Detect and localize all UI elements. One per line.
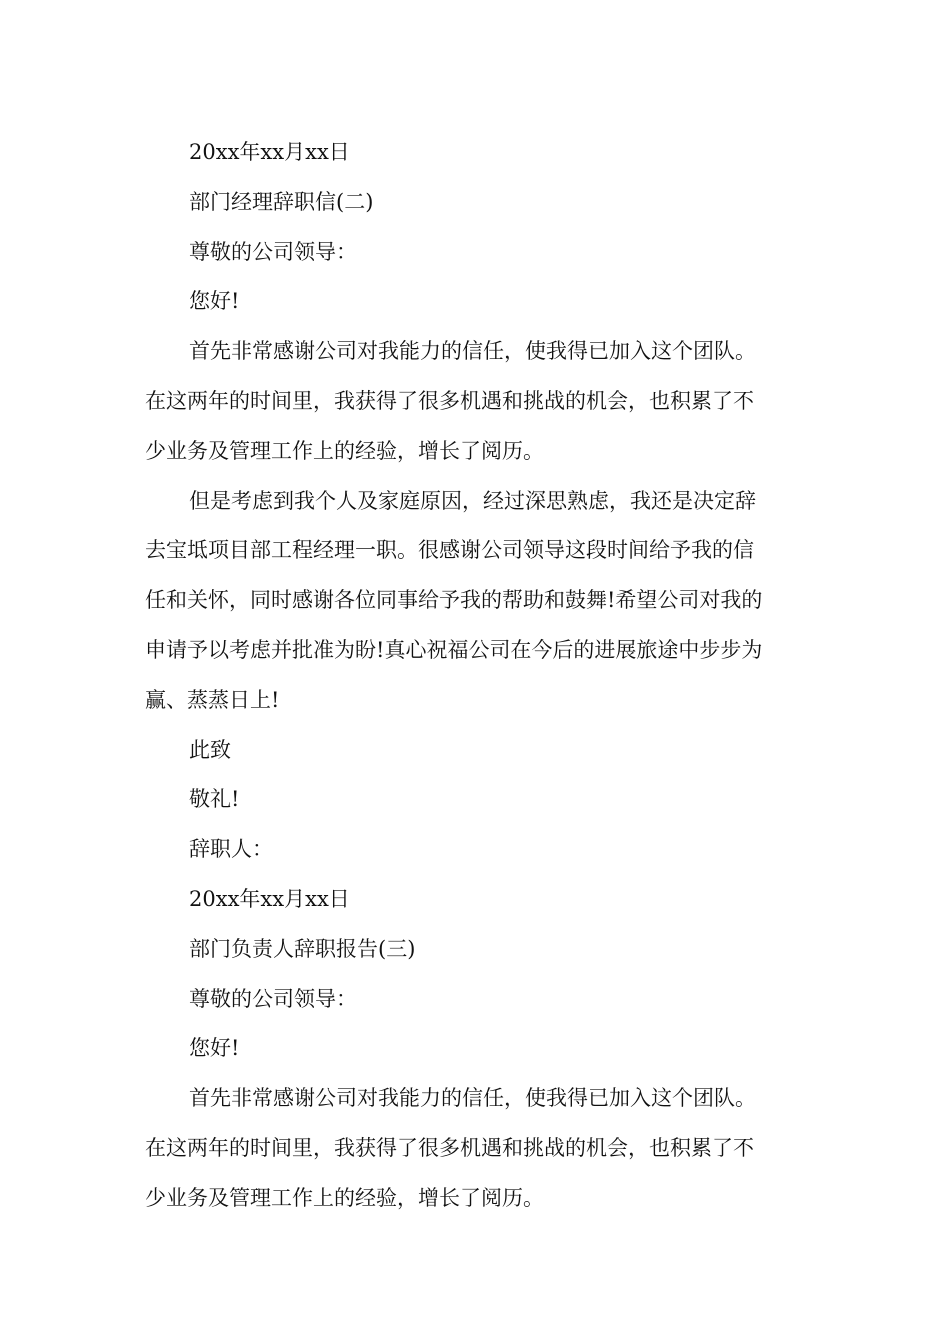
paragraph-line: 少业务及管理工作上的经验，增长了阅历。 (145, 438, 544, 463)
closing-cizhi: 此致 (189, 737, 231, 762)
paragraph-line: 赢、蒸蒸日上! (145, 687, 280, 712)
greeting-2: 您好! (189, 1036, 240, 1061)
date-line-1: 20xx年xx月xx日 (189, 140, 350, 164)
closing-jingli: 敬礼! (189, 787, 240, 812)
paragraph-thanks-2 (145, 1074, 813, 1223)
report-title-3: 部门负责人辞职报告(三) (189, 936, 416, 961)
letter-title-2: 部门经理辞职信(二) (189, 189, 374, 214)
paragraph-line: 去宝坻项目部工程经理一职。很感谢公司领导这段时间给予我的信 (145, 538, 754, 563)
date-line-2: 20xx年xx月xx日 (189, 886, 350, 911)
salutation-1: 尊敬的公司领导： (189, 239, 357, 264)
paragraph-thanks-1 (145, 327, 813, 476)
paragraph-line: 首先非常感谢公司对我能力的信任，使我得已加入这个团队。 (189, 1086, 756, 1111)
paragraph-line: 少业务及管理工作上的经验，增长了阅历。 (145, 1185, 544, 1210)
paragraph-line: 在这两年的时间里，我获得了很多机遇和挑战的机会，也积累了不 (145, 1135, 754, 1160)
paragraph-line: 但是考虑到我个人及家庭原因，经过深思熟虑，我还是决定辞 (189, 488, 756, 513)
paragraph-line: 首先非常感谢公司对我能力的信任，使我得已加入这个团队。 (189, 339, 756, 364)
paragraph-line: 任和关怀，同时感谢各位同事给予我的帮助和鼓舞!希望公司对我的 (145, 588, 763, 613)
paragraph-reason-1 (145, 477, 813, 726)
salutation-2: 尊敬的公司领导： (189, 986, 357, 1011)
signature-label: 辞职人： (189, 837, 273, 862)
document-body (145, 128, 813, 1224)
paragraph-line: 申请予以考虑并批准为盼!真心祝福公司在今后的进展旅途中步步为 (145, 637, 763, 662)
paragraph-line: 在这两年的时间里，我获得了很多机遇和挑战的机会，也积累了不 (145, 388, 754, 413)
greeting-1: 您好! (189, 289, 240, 314)
